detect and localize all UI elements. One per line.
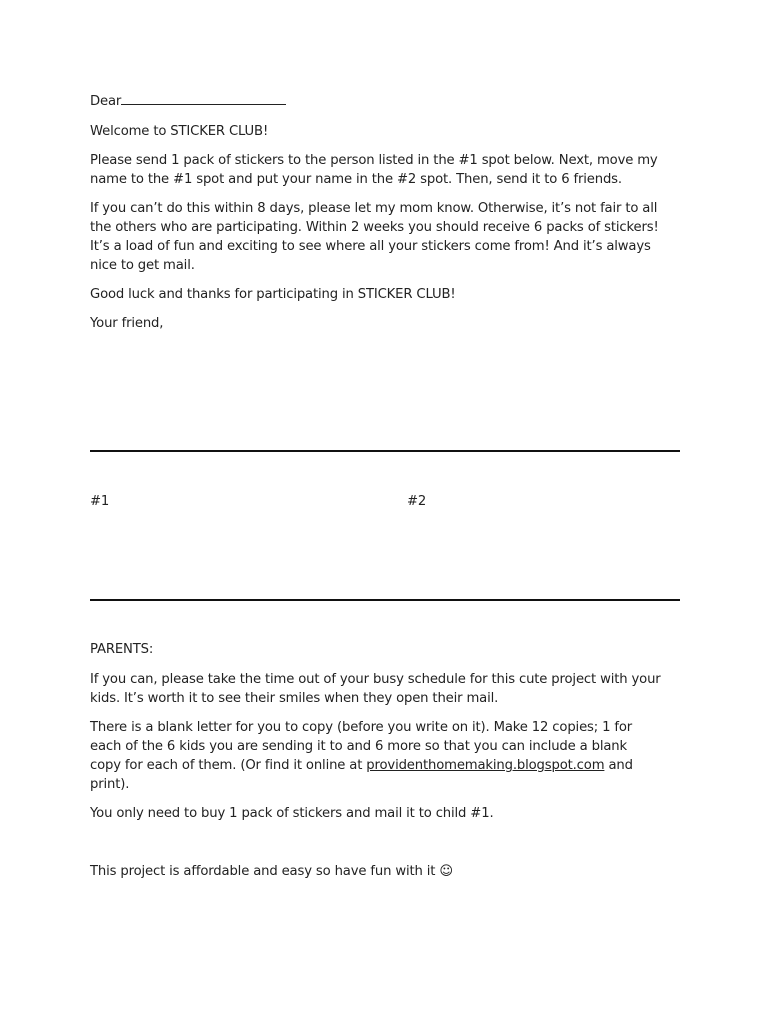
parents-heading: PARENTS: [90,642,154,657]
copies-paragraph [90,718,682,794]
copies-line: print). [90,777,130,792]
blog-link[interactable]: providenthomemaking.blogspot.com [366,758,605,773]
deadline-line: It’s a load of fun and exciting to see where all your stickers come from! And it’s always [90,239,651,254]
copies-line [90,756,682,775]
instructions-paragraph [90,151,682,189]
deadline-line: the others who are participating. Within 2 weeks you should receive 6 packs of stickers! [90,220,659,235]
copies-line-text: and [604,758,633,773]
copies-line: each of the 6 kids you are sending it to and 6 more so that you can include a blank [90,739,627,754]
parents-closing: This project is affordable and easy so have fun with it ☺ [90,864,453,879]
stickers-note: You only need to buy 1 pack of stickers and mail it to child #1. [90,806,494,821]
slot-2-label: #2 [407,494,427,509]
parents-intro-line: If you can, please take the time out of your busy schedule for this cute project with your [90,672,661,687]
deadline-line: nice to get mail. [90,258,195,273]
recipient-blank-line [121,92,286,105]
welcome-line: Welcome to STICKER CLUB! [90,124,269,139]
good-luck-line: Good luck and thanks for participating in STICKER CLUB! [90,287,456,302]
parents-intro-paragraph [90,670,682,708]
instructions-line: Please send 1 pack of stickers to the person listed in the #1 spot below. Next, move my [90,153,658,168]
parents-intro-line: kids. It’s worth it to see their smiles when they open their mail. [90,691,499,706]
instructions-line: name to the #1 spot and put your name in the #2 spot. Then, send it to 6 friends. [90,172,622,187]
slot-1-label: #1 [90,494,110,509]
deadline-paragraph [90,199,682,275]
copies-line: There is a blank letter for you to copy (before you write on it). Make 12 copies; 1 for [90,720,633,735]
greeting-line [90,92,286,111]
greeting-text: Dear [90,94,122,109]
bottom-divider [90,599,680,601]
letter-closing: Your friend, [90,316,164,331]
copies-line-text: copy for each of them. (Or find it online at [90,758,367,773]
top-divider [90,450,680,452]
deadline-line: If you can’t do this within 8 days, please let my mom know. Otherwise, it’s not fair to all [90,201,658,216]
